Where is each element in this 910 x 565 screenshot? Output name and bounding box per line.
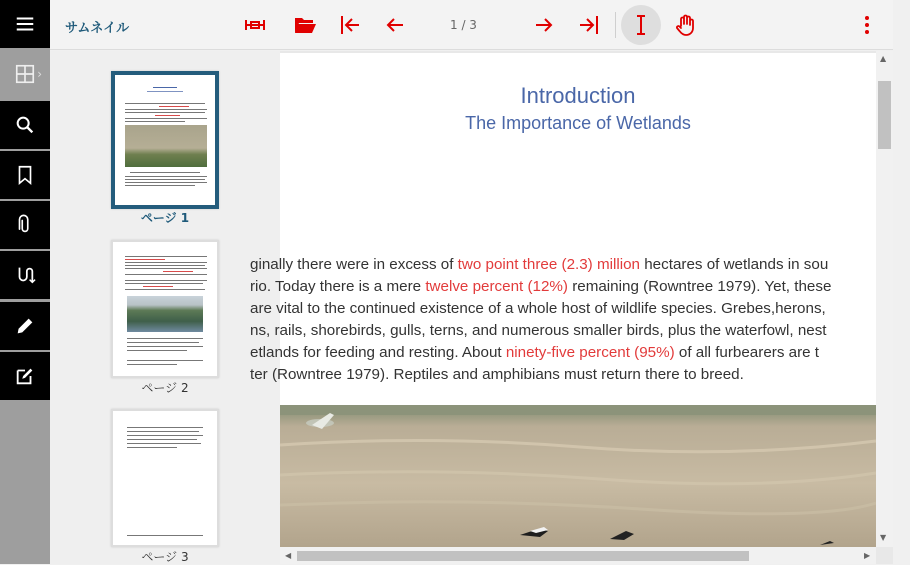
thumbnails-button[interactable]	[0, 50, 50, 98]
next-page-button[interactable]	[527, 9, 561, 41]
first-page-icon	[338, 13, 362, 37]
more-vert-icon	[855, 13, 879, 37]
text-select-button[interactable]	[624, 9, 658, 41]
paragraph-line	[250, 298, 910, 320]
left-rail	[0, 0, 50, 564]
paragraph-line	[250, 254, 910, 276]
paragraph-text: ns, rails, shorebirds, gulls, terns, and numerous smaller birds, plus the waterfowl, nest	[250, 322, 827, 339]
toolbar-divider	[615, 12, 616, 38]
paragraph-line	[250, 276, 910, 298]
more-options-button[interactable]	[850, 9, 884, 41]
scrollbar-corner	[876, 547, 893, 564]
attachment-icon	[14, 214, 36, 236]
attachment-button[interactable]	[0, 201, 50, 249]
scroll-left-arrow[interactable]: ◀	[285, 551, 292, 560]
highlighted-text: two point three (2.3) million	[457, 256, 641, 273]
fit-width-button[interactable]	[238, 9, 272, 41]
thumbnails-icon	[14, 63, 36, 85]
paragraph-text: ter (Rowntree 1979). Reptiles and amphibians must return there to breed.	[250, 366, 744, 383]
last-page-icon	[577, 13, 601, 37]
first-page-button[interactable]	[333, 9, 367, 41]
highlighted-text: ninety-five percent (95%)	[505, 344, 675, 361]
paragraph-text: hectares of wetlands in sou	[640, 256, 829, 273]
pen-button[interactable]	[0, 302, 50, 350]
scroll-up-arrow[interactable]: ▲	[880, 54, 887, 63]
paragraph-text: are vital to the continued existence of a whole host of wildlife species. Grebes,herons,	[250, 300, 826, 317]
panel-title: サムネイル	[65, 21, 130, 36]
paragraph-text: of all furbearers are t	[674, 344, 820, 361]
vertical-scrollbar[interactable]	[876, 51, 893, 548]
thumbnail-panel	[50, 51, 280, 564]
text-cursor-icon	[629, 13, 653, 37]
fit-width-icon	[243, 13, 267, 37]
edit-icon	[14, 365, 36, 387]
arrow-right-icon	[532, 13, 556, 37]
previous-page-button[interactable]	[378, 9, 412, 41]
menu-icon	[14, 13, 36, 35]
thumbnail-page-3[interactable]	[111, 409, 219, 547]
pen-icon	[14, 315, 36, 337]
thumbnail-page-1[interactable]	[111, 71, 219, 209]
hand-icon	[674, 13, 698, 37]
paragraph-text: ginally there were in excess of	[250, 256, 458, 273]
thumbnail-photo	[125, 125, 207, 167]
highlighted-text: twelve percent (12%)	[425, 278, 568, 295]
bookmark-icon	[14, 164, 36, 186]
document-title: Introduction	[520, 83, 636, 108]
bookmark-button[interactable]	[0, 151, 50, 199]
paragraph-line	[250, 342, 910, 364]
thumbnail-label-page-2: ページ 2	[141, 381, 189, 395]
thumbnail-photo	[127, 296, 203, 332]
page-indicator: 1 / 3	[450, 18, 477, 32]
paragraph-line	[250, 320, 910, 342]
signature-button[interactable]	[0, 251, 50, 299]
vertical-scroll-thumb[interactable]	[878, 81, 891, 149]
scroll-right-arrow[interactable]: ▶	[864, 551, 871, 560]
wetland-photo	[280, 405, 876, 547]
paragraph-text: etlands for feeding and resting. About	[250, 344, 506, 361]
signature-icon	[14, 264, 36, 286]
thumbnail-page-2[interactable]	[111, 240, 219, 378]
thumbnail-label-page-3: ページ 3	[141, 550, 189, 564]
chevron-right-icon: ›	[37, 67, 42, 81]
document-subtitle: The Importance of Wetlands	[465, 113, 691, 133]
thumbnail-label-page-1: ページ 1	[140, 211, 190, 225]
open-file-button[interactable]	[288, 9, 322, 41]
document-page	[250, 53, 876, 547]
edit-button[interactable]	[0, 352, 50, 400]
paragraph-text: rio. Today there is a mere	[250, 278, 426, 295]
document-viewer[interactable]	[250, 51, 893, 564]
menu-button[interactable]	[0, 0, 50, 48]
paragraph-line	[250, 364, 910, 386]
search-icon	[14, 114, 36, 136]
horizontal-scrollbar[interactable]	[280, 547, 876, 564]
last-page-button[interactable]	[572, 9, 606, 41]
arrow-left-icon	[383, 13, 407, 37]
horizontal-scroll-thumb[interactable]	[297, 551, 749, 561]
scroll-down-arrow[interactable]: ▼	[880, 533, 887, 542]
search-button[interactable]	[0, 101, 50, 149]
top-toolbar	[50, 0, 893, 50]
pan-tool-button[interactable]	[669, 9, 703, 41]
paragraph-text: remaining (Rowntree 1979). Yet, these	[567, 278, 832, 295]
body-paragraph	[250, 254, 910, 386]
folder-open-icon	[293, 13, 317, 37]
